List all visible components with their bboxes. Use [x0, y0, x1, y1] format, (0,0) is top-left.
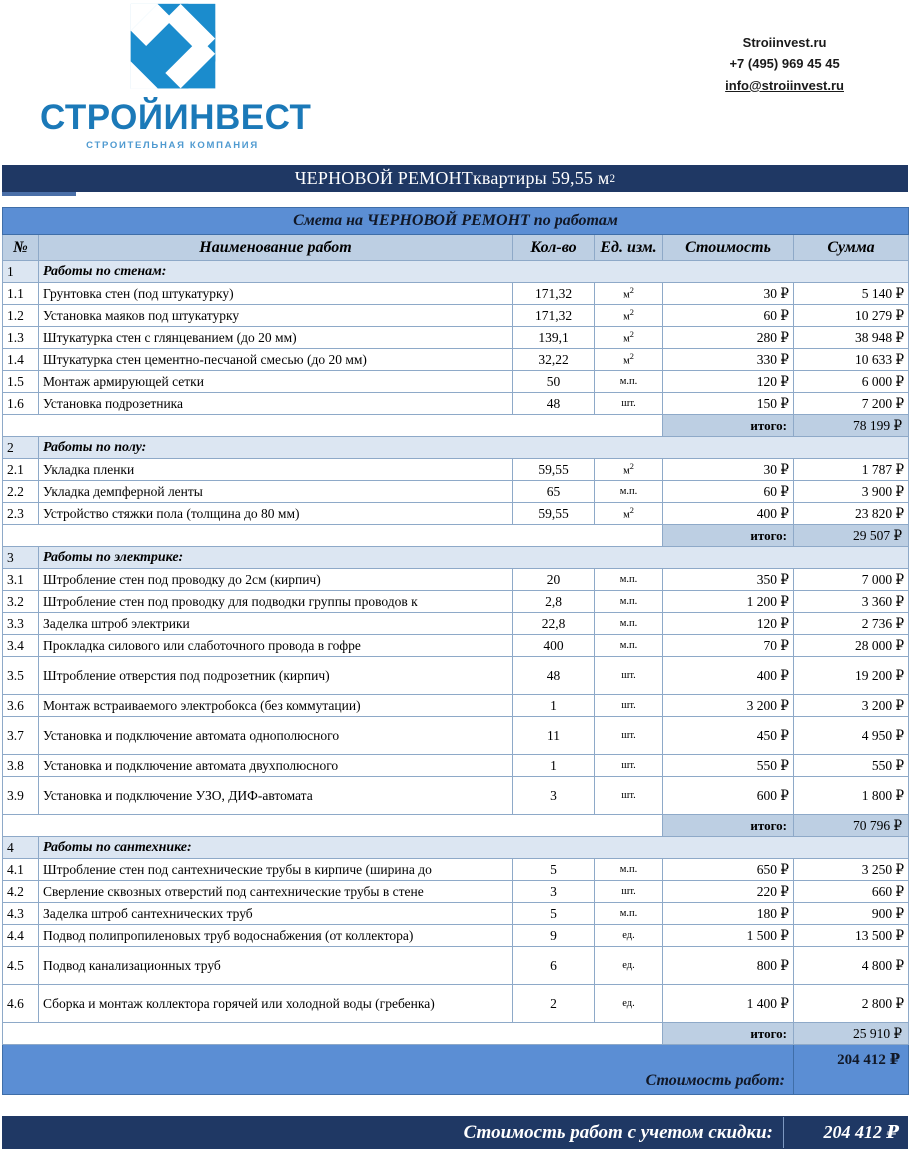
col-header-unit: Ед. изм.: [595, 235, 663, 261]
row-number: 1.3: [3, 327, 39, 349]
row-unit: шт.: [595, 881, 663, 903]
row-unit-price: 550 ₽: [663, 755, 794, 777]
row-sum: 10 279 ₽: [794, 305, 909, 327]
table-row: [3, 591, 909, 613]
row-number: 3.4: [3, 635, 39, 657]
row-unit: м.п.: [595, 859, 663, 881]
section-total-row: [3, 815, 909, 837]
section-title: Работы по электрике:: [39, 547, 909, 569]
section-total-spacer: [3, 525, 663, 547]
row-sum: 7 000 ₽: [794, 569, 909, 591]
row-number: 3.8: [3, 755, 39, 777]
row-work-name: Сверление сквозных отверстий под сантехнические трубы в стене: [39, 881, 513, 903]
row-work-name: Штробление стен под сантехнические трубы в кирпиче (ширина до: [39, 859, 513, 881]
table-row: [3, 657, 909, 695]
row-unit: м.п.: [595, 569, 663, 591]
document-title-bar: [2, 165, 908, 192]
section-total-spacer: [3, 415, 663, 437]
row-unit-price: 800 ₽: [663, 947, 794, 985]
row-unit: ед.: [595, 925, 663, 947]
row-work-name: Установка и подключение автомата двухполюсного: [39, 755, 513, 777]
row-work-name: Штробление отверстия под подрозетник (кирпич): [39, 657, 513, 695]
spacer: [0, 192, 910, 207]
final-total-bar: [2, 1116, 908, 1149]
row-quantity: 6: [513, 947, 595, 985]
final-total-label: Стоимость работ с учетом скидки:: [3, 1117, 784, 1148]
grand-total-label: Стоимость работ:: [3, 1045, 794, 1095]
row-sum: 2 800 ₽: [794, 985, 909, 1023]
row-number: 4.1: [3, 859, 39, 881]
row-sum: 23 820 ₽: [794, 503, 909, 525]
row-work-name: Подвод полипропиленовых труб водоснабжения (от коллектора): [39, 925, 513, 947]
table-column-header-row: [3, 235, 909, 261]
table-row: [3, 349, 909, 371]
row-work-name: Подвод канализационных труб: [39, 947, 513, 985]
row-unit: м.п.: [595, 635, 663, 657]
section-number: 2: [3, 437, 39, 459]
page-title-suffix: квартиры 59,55 м: [472, 168, 610, 188]
table-row: [3, 393, 909, 415]
row-unit: ед.: [595, 985, 663, 1023]
row-quantity: 59,55: [513, 503, 595, 525]
row-quantity: 48: [513, 657, 595, 695]
row-number: 1.5: [3, 371, 39, 393]
grand-total-value: 204 412 ₽: [794, 1045, 909, 1095]
section-title: Работы по стенам:: [39, 261, 909, 283]
row-unit-price: 30 ₽: [663, 459, 794, 481]
row-sum: 2 736 ₽: [794, 613, 909, 635]
company-logo: [40, 2, 312, 151]
row-number: 2.1: [3, 459, 39, 481]
row-quantity: 59,55: [513, 459, 595, 481]
section-total-spacer: [3, 1023, 663, 1045]
row-sum: 3 900 ₽: [794, 481, 909, 503]
row-work-name: Штробление стен под проводку для подводки группы проводов к: [39, 591, 513, 613]
row-number: 3.5: [3, 657, 39, 695]
row-number: 3.6: [3, 695, 39, 717]
section-header-row: [3, 547, 909, 569]
row-unit-price: 330 ₽: [663, 349, 794, 371]
row-quantity: 48: [513, 393, 595, 415]
row-sum: 19 200 ₽: [794, 657, 909, 695]
table-row: [3, 481, 909, 503]
row-work-name: Укладка демпферной ленты: [39, 481, 513, 503]
row-work-name: Сборка и монтаж коллектора горячей или холодной воды (гребенка): [39, 985, 513, 1023]
row-number: 4.2: [3, 881, 39, 903]
row-sum: 7 200 ₽: [794, 393, 909, 415]
section-header-row: [3, 261, 909, 283]
section-total-label: итого:: [663, 525, 794, 547]
row-number: 2.3: [3, 503, 39, 525]
row-number: 1.4: [3, 349, 39, 371]
row-unit-price: 1 200 ₽: [663, 591, 794, 613]
row-quantity: 2: [513, 985, 595, 1023]
table-row: [3, 947, 909, 985]
row-quantity: 22,8: [513, 613, 595, 635]
row-unit: м.п.: [595, 371, 663, 393]
row-number: 2.2: [3, 481, 39, 503]
row-sum: 4 950 ₽: [794, 717, 909, 755]
row-sum: 550 ₽: [794, 755, 909, 777]
contact-block: [725, 32, 844, 96]
table-row: [3, 503, 909, 525]
row-number: 3.7: [3, 717, 39, 755]
row-quantity: 3: [513, 777, 595, 815]
row-work-name: Прокладка силового или слаботочного провода в гофре: [39, 635, 513, 657]
table-row: [3, 903, 909, 925]
company-name: СТРОЙИНВЕСТ: [40, 98, 312, 137]
row-work-name: Укладка пленки: [39, 459, 513, 481]
row-work-name: Установка маяков под штукатурку: [39, 305, 513, 327]
row-unit-price: 60 ₽: [663, 481, 794, 503]
section-total-spacer: [3, 815, 663, 837]
row-sum: 1 800 ₽: [794, 777, 909, 815]
section-header-row: [3, 437, 909, 459]
table-row: [3, 283, 909, 305]
row-work-name: Установка подрозетника: [39, 393, 513, 415]
row-unit: $м^2$: [595, 327, 663, 349]
row-work-name: Грунтовка стен (под штукатурку): [39, 283, 513, 305]
row-quantity: 1: [513, 755, 595, 777]
table-row: [3, 327, 909, 349]
grand-total-row: [3, 1045, 909, 1095]
row-unit: шт.: [595, 657, 663, 695]
row-work-name: Монтаж армирующей сетки: [39, 371, 513, 393]
row-unit: шт.: [595, 695, 663, 717]
row-unit: ед.: [595, 947, 663, 985]
row-sum: 5 140 ₽: [794, 283, 909, 305]
row-number: 3.3: [3, 613, 39, 635]
title-bar-notch: [2, 192, 76, 196]
row-unit-price: 120 ₽: [663, 613, 794, 635]
row-unit: м.п.: [595, 591, 663, 613]
row-work-name: Штробление стен под проводку до 2см (кирпич): [39, 569, 513, 591]
row-unit-price: 280 ₽: [663, 327, 794, 349]
company-tagline: СТРОИТЕЛЬНАЯ КОМПАНИЯ: [86, 140, 259, 151]
row-sum: 13 500 ₽: [794, 925, 909, 947]
row-unit-price: 60 ₽: [663, 305, 794, 327]
section-number: 3: [3, 547, 39, 569]
col-header-price: Стоимость: [663, 235, 794, 261]
row-unit-price: 220 ₽: [663, 881, 794, 903]
row-unit: $м^2$: [595, 459, 663, 481]
row-sum: 1 787 ₽: [794, 459, 909, 481]
row-work-name: Установка и подключение автомата однополюсного: [39, 717, 513, 755]
row-work-name: Штукатурка стен с глянцеванием (до 20 мм): [39, 327, 513, 349]
row-number: 1.2: [3, 305, 39, 327]
row-number: 4.4: [3, 925, 39, 947]
row-sum: 10 633 ₽: [794, 349, 909, 371]
row-number: 3.9: [3, 777, 39, 815]
row-unit: шт.: [595, 393, 663, 415]
section-total-value: 78 199 ₽: [794, 415, 909, 437]
row-unit-price: 350 ₽: [663, 569, 794, 591]
table-row: [3, 613, 909, 635]
final-total-value: 204 412 ₽: [823, 1122, 899, 1142]
row-unit-price: 600 ₽: [663, 777, 794, 815]
row-sum: 3 360 ₽: [794, 591, 909, 613]
row-unit-price: 400 ₽: [663, 657, 794, 695]
row-work-name: Устройство стяжки пола (толщина до 80 мм): [39, 503, 513, 525]
row-unit: м.п.: [595, 481, 663, 503]
row-work-name: Заделка штроб сантехнических труб: [39, 903, 513, 925]
row-unit: шт.: [595, 717, 663, 755]
row-unit-price: 30 ₽: [663, 283, 794, 305]
col-header-num: №: [3, 235, 39, 261]
row-unit: м.п.: [595, 903, 663, 925]
row-unit: $м^2$: [595, 349, 663, 371]
row-unit: $м^2$: [595, 305, 663, 327]
table-row: [3, 985, 909, 1023]
row-sum: 6 000 ₽: [794, 371, 909, 393]
col-header-name: Наименование работ: [39, 235, 513, 261]
row-quantity: 5: [513, 903, 595, 925]
row-number: 3.2: [3, 591, 39, 613]
table-row: [3, 755, 909, 777]
row-quantity: 32,22: [513, 349, 595, 371]
estimate-table: [2, 207, 909, 1095]
row-quantity: 139,1: [513, 327, 595, 349]
row-unit-price: 120 ₽: [663, 371, 794, 393]
table-row: [3, 459, 909, 481]
table-row: [3, 925, 909, 947]
table-row: [3, 371, 909, 393]
row-quantity: 65: [513, 481, 595, 503]
section-total-label: итого:: [663, 415, 794, 437]
table-row: [3, 695, 909, 717]
section-total-row: [3, 1023, 909, 1045]
table-row: [3, 859, 909, 881]
row-work-name: Установка и подключение УЗО, ДИФ-автомата: [39, 777, 513, 815]
section-total-row: [3, 525, 909, 547]
row-number: 1.6: [3, 393, 39, 415]
row-unit: м.п.: [595, 613, 663, 635]
table-row: [3, 305, 909, 327]
table-row: [3, 881, 909, 903]
row-work-name: Штукатурка стен цементно-песчаной смесью (до 20 мм): [39, 349, 513, 371]
row-unit: шт.: [595, 755, 663, 777]
row-unit-price: 3 200 ₽: [663, 695, 794, 717]
row-sum: 3 200 ₽: [794, 695, 909, 717]
row-quantity: 9: [513, 925, 595, 947]
table-row: [3, 717, 909, 755]
row-sum: 38 948 ₽: [794, 327, 909, 349]
row-number: 4.6: [3, 985, 39, 1023]
row-unit-price: 70 ₽: [663, 635, 794, 657]
row-unit: шт.: [595, 777, 663, 815]
contact-site[interactable]: Stroiinvest.ru: [742, 35, 827, 50]
section-total-row: [3, 415, 909, 437]
row-quantity: 50: [513, 371, 595, 393]
row-sum: 3 250 ₽: [794, 859, 909, 881]
section-title: Работы по сантехнике:: [39, 837, 909, 859]
section-number: 1: [3, 261, 39, 283]
row-unit-price: 1 400 ₽: [663, 985, 794, 1023]
col-header-sum: Сумма: [794, 235, 909, 261]
table-row: [3, 569, 909, 591]
row-unit-price: 450 ₽: [663, 717, 794, 755]
page-header: [0, 0, 910, 165]
row-unit: $м^2$: [595, 283, 663, 305]
row-quantity: 20: [513, 569, 595, 591]
row-quantity: 3: [513, 881, 595, 903]
row-number: 1.1: [3, 283, 39, 305]
row-unit-price: 1 500 ₽: [663, 925, 794, 947]
row-work-name: Монтаж встраиваемого электробокса (без коммутации): [39, 695, 513, 717]
table-banner-row: [3, 208, 909, 235]
row-quantity: 2,8: [513, 591, 595, 613]
contact-phone[interactable]: +7 (495) 969 45 45: [729, 56, 840, 72]
contact-email[interactable]: info@stroiinvest.ru: [725, 77, 844, 93]
table-row: [3, 635, 909, 657]
table-row: [3, 777, 909, 815]
row-number: 4.3: [3, 903, 39, 925]
section-title: Работы по полу:: [39, 437, 909, 459]
row-unit-price: 180 ₽: [663, 903, 794, 925]
row-quantity: 5: [513, 859, 595, 881]
section-header-row: [3, 837, 909, 859]
row-number: 4.5: [3, 947, 39, 985]
section-total-value: 25 910 ₽: [794, 1023, 909, 1045]
section-total-value: 70 796 ₽: [794, 815, 909, 837]
page-title-prefix: ЧЕРНОВОЙ РЕМОНТ: [294, 168, 473, 188]
row-work-name: Заделка штроб электрики: [39, 613, 513, 635]
row-quantity: 400: [513, 635, 595, 657]
section-total-label: итого:: [663, 815, 794, 837]
row-quantity: 171,32: [513, 283, 595, 305]
row-sum: 660 ₽: [794, 881, 909, 903]
page-title-superscript: 2: [609, 172, 616, 185]
row-unit: $м^2$: [595, 503, 663, 525]
section-number: 4: [3, 837, 39, 859]
col-header-qty: Кол-во: [513, 235, 595, 261]
section-total-label: итого:: [663, 1023, 794, 1045]
row-sum: 28 000 ₽: [794, 635, 909, 657]
row-unit-price: 400 ₽: [663, 503, 794, 525]
row-unit-price: 150 ₽: [663, 393, 794, 415]
row-quantity: 11: [513, 717, 595, 755]
row-quantity: 171,32: [513, 305, 595, 327]
row-sum: 900 ₽: [794, 903, 909, 925]
stroiinvest-chevron-logo-icon: [125, 2, 221, 98]
row-sum: 4 800 ₽: [794, 947, 909, 985]
table-banner: Смета на ЧЕРНОВОЙ РЕМОНТ по работам: [3, 208, 909, 235]
row-unit-price: 650 ₽: [663, 859, 794, 881]
row-quantity: 1: [513, 695, 595, 717]
section-total-value: 29 507 ₽: [794, 525, 909, 547]
row-number: 3.1: [3, 569, 39, 591]
